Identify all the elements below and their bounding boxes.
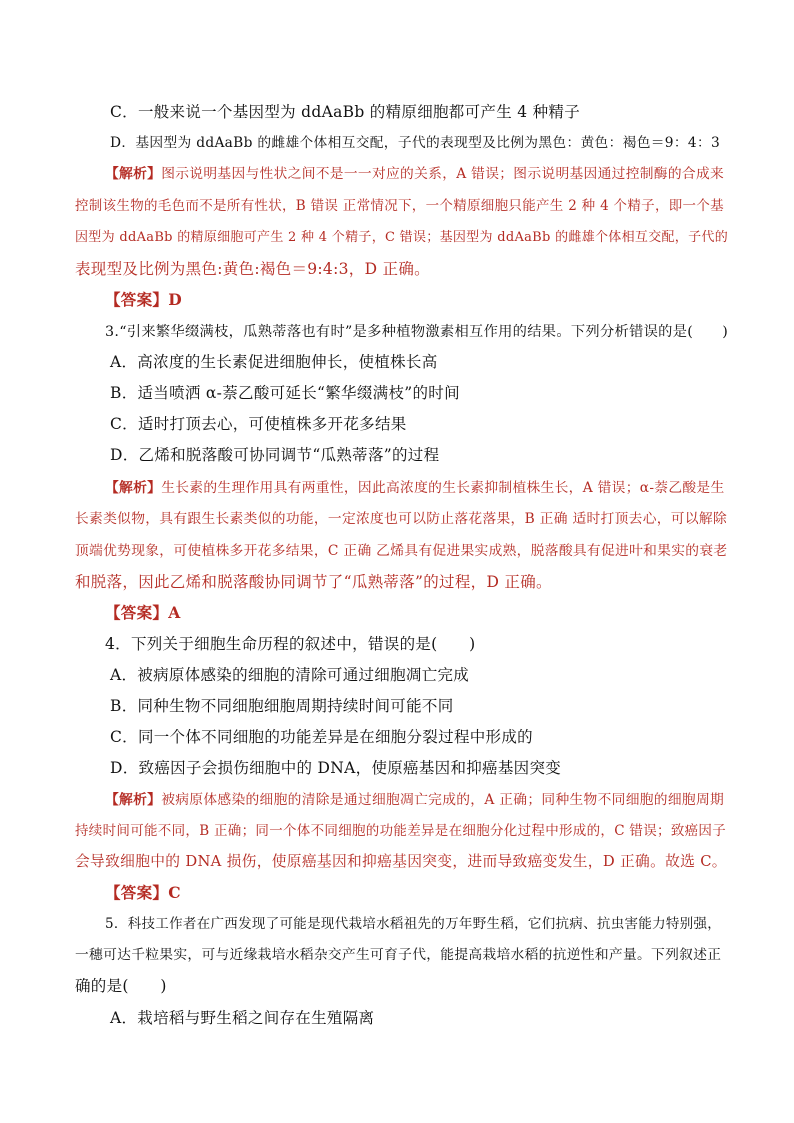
q3-analysis-line-2: 长素类似物，具有跟生长素类似的功能，一定浓度也可以防止落花落果，B 正确 适时打顶去心，可以解除 — [75, 511, 727, 527]
q2-analysis-line-1: 【解析】图示说明基因与性状之间不是一一对应的关系，A 错误；图示说明基因通过控制酶的合成来 — [105, 166, 725, 182]
q3-stem: 3.“引来繁华缀满枝，瓜熟蒂落也有时”是多种植物激素相互作用的结果。下列分析错误的是( ) — [105, 324, 729, 340]
q3-analysis-tag: 【解析】 — [105, 480, 162, 496]
q3-option-c: C．适时打顶去心，可使植株多开花多结果 — [110, 415, 407, 433]
q4-analysis-line-3: 会导致细胞中的 DNA 损伤，使原癌基因和抑癌基因突变，进而导致癌变发生，D 正确。故选 C。 — [75, 853, 727, 870]
q3-answer: 【答案】A — [105, 603, 181, 622]
q2-answer: 【答案】D — [105, 290, 182, 309]
q2-analysis-line-4: 表现型及比例为黑色:黄色:褐色＝9:4:3，D 正确。 — [75, 260, 430, 278]
q5-option-a: A．栽培稻与野生稻之间存在生殖隔离 — [110, 1009, 375, 1027]
q5-stem-line-1: 5．科技工作者在广西发现了可能是现代栽培水稻祖先的万年野生稻，它们抗病、抗虫害能力特别强， — [105, 916, 722, 932]
q4-option-a: A．被病原体感染的细胞的清除可通过细胞凋亡完成 — [110, 666, 470, 684]
q4-option-d: D．致癌因子会损伤细胞中的 DNA，使原癌基因和抑癌基因突变 — [110, 759, 562, 777]
q2-analysis-line-3: 因型为 ddAaBb 的精原细胞可产生 2 种 4 个精子，C 错误；基因型为 ddAaBb 的雌雄个体相互交配，子代的 — [75, 230, 728, 245]
q2-analysis-line-2: 控制该生物的毛色而不是所有性状，B 错误 正常情况下，一个精原细胞只能产生 2 种 4 个精子，即一个基 — [75, 198, 724, 214]
q3-option-d: D．乙烯和脱落酸可协同调节“瓜熟蒂落”的过程 — [110, 446, 440, 464]
q3-analysis-line-3: 顶端优势现象，可使植株多开花多结果，C 正确 乙烯具有促进果实成熟，脱落酸具有促进叶和果实的衰老 — [75, 543, 728, 559]
q4-option-c: C．同一个体不同细胞的功能差异是在细胞分裂过程中形成的 — [110, 728, 533, 746]
q2-option-d: D．基因型为 ddAaBb 的雌雄个体相互交配，子代的表现型及比例为黑色：黄色：褐色＝9：4：3 — [110, 135, 721, 151]
q4-answer: 【答案】C — [105, 883, 181, 902]
q2-analysis-tag: 【解析】 — [105, 166, 162, 182]
q4-option-b: B．同种生物不同细胞细胞周期持续时间可能不同 — [110, 697, 454, 715]
q3-analysis-line-4: 和脱落，因此乙烯和脱落酸协同调节了“瓜熟蒂落”的过程，D 正确。 — [75, 573, 552, 591]
q3-analysis-line-1: 【解析】生长素的生理作用具有两重性，因此高浓度的生长素抑制植株生长，A 错误；α-萘乙酸是生 — [105, 480, 725, 496]
q3-option-a: A．高浓度的生长素促进细胞伸长，使植株长高 — [110, 353, 438, 371]
q5-stem-line-3: 确的是( ) — [75, 977, 167, 995]
q4-stem: 4．下列关于细胞生命历程的叙述中，错误的是( ) — [105, 635, 476, 653]
q2-option-c: C．一般来说一个基因型为 ddAaBb 的精原细胞都可产生 4 种精子 — [110, 103, 581, 121]
q4-analysis-line-1: 【解析】被病原体感染的细胞的清除是通过细胞凋亡完成的，A 正确；同种生物不同细胞的细胞周期 — [105, 792, 725, 808]
q4-analysis-line-2: 持续时间可能不同，B 正确；同一个体不同细胞的功能差异是在细胞分化过程中形成的，C 错误；致癌因子 — [75, 823, 727, 839]
q3-option-b: B．适当喷洒 α-萘乙酸可延长“繁华缀满枝”的时间 — [110, 384, 460, 402]
q4-analysis-tag: 【解析】 — [105, 792, 162, 808]
q5-stem-line-2: 一穗可达千粒果实，可与近缘栽培水稻杂交产生可育子代，能提高栽培水稻的抗逆性和产量。下列叙述正 — [75, 947, 722, 963]
